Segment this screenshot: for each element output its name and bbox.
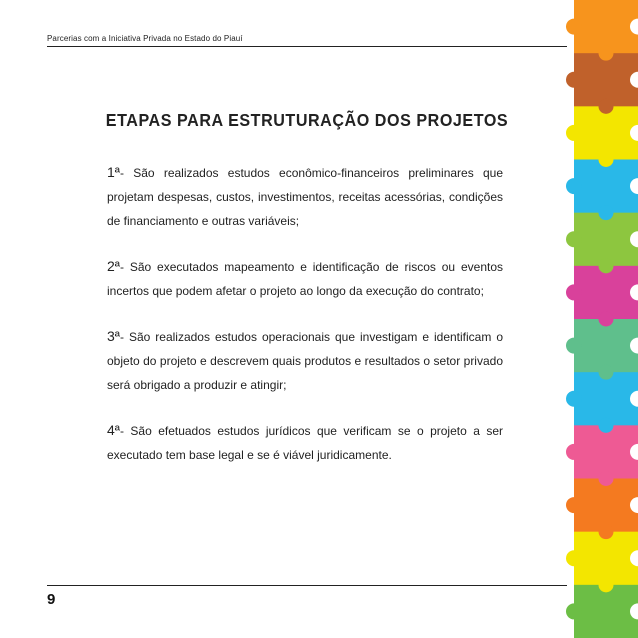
puzzle-piece xyxy=(566,0,638,54)
step-number: 3ª xyxy=(107,328,120,344)
puzzle-knob xyxy=(599,99,614,114)
header-rule xyxy=(47,46,567,47)
puzzle-piece xyxy=(566,106,638,160)
puzzle-piece xyxy=(566,532,638,586)
step-text: - São efetuados estudos jurídicos que verificam se o projeto a ser executado tem base legal e se é viável juridicamente. xyxy=(107,424,503,462)
puzzle-piece xyxy=(566,585,638,638)
puzzle-piece xyxy=(566,266,638,320)
puzzle-piece xyxy=(566,372,638,426)
puzzle-piece xyxy=(566,479,638,533)
puzzle-knob xyxy=(599,365,614,380)
puzzle-piece xyxy=(566,213,638,267)
puzzle-knob xyxy=(599,205,614,220)
step-item xyxy=(107,324,503,397)
header-title: Parcerias com a Iniciativa Privada no Estado do Piauí xyxy=(47,34,243,43)
puzzle-piece xyxy=(566,319,638,373)
step-number: 1ª xyxy=(107,164,120,180)
puzzle-knob xyxy=(599,577,614,592)
puzzle-knob xyxy=(599,524,614,539)
puzzle-knob xyxy=(599,258,614,273)
step-item xyxy=(107,418,503,467)
puzzle-piece xyxy=(566,53,638,107)
step-item xyxy=(107,254,503,303)
puzzle-knob xyxy=(599,152,614,167)
puzzle-knob xyxy=(599,471,614,486)
page-number: 9 xyxy=(47,591,56,608)
puzzle-piece xyxy=(566,425,638,479)
step-item xyxy=(107,160,503,233)
step-number: 2ª xyxy=(107,258,120,274)
puzzle-knob xyxy=(599,418,614,433)
puzzle-piece xyxy=(566,160,638,214)
step-number: 4ª xyxy=(107,422,120,438)
step-text: - São realizados estudos econômico-financeiros preliminares que projetam despesas, custos, investimentos, receitas acessórias, condições de financiamento e outras variáveis; xyxy=(107,166,503,228)
steps-list xyxy=(107,160,503,488)
page-title: ETAPAS PARA ESTRUTURAÇÃO DOS PROJETOS xyxy=(105,110,509,130)
puzzle-border xyxy=(560,0,638,638)
footer-rule xyxy=(47,585,567,586)
step-text: - São executados mapeamento e identificação de riscos ou eventos incertos que podem afetar o projeto ao longo da execução do contrato; xyxy=(107,260,503,298)
puzzle-knob xyxy=(599,46,614,61)
step-text: - São realizados estudos operacionais que investigam e identificam o objeto do projeto e descrevem quais produtos e resultados o setor privado será obrigado a produzir e atingir; xyxy=(107,330,503,392)
puzzle-knob xyxy=(599,312,614,327)
